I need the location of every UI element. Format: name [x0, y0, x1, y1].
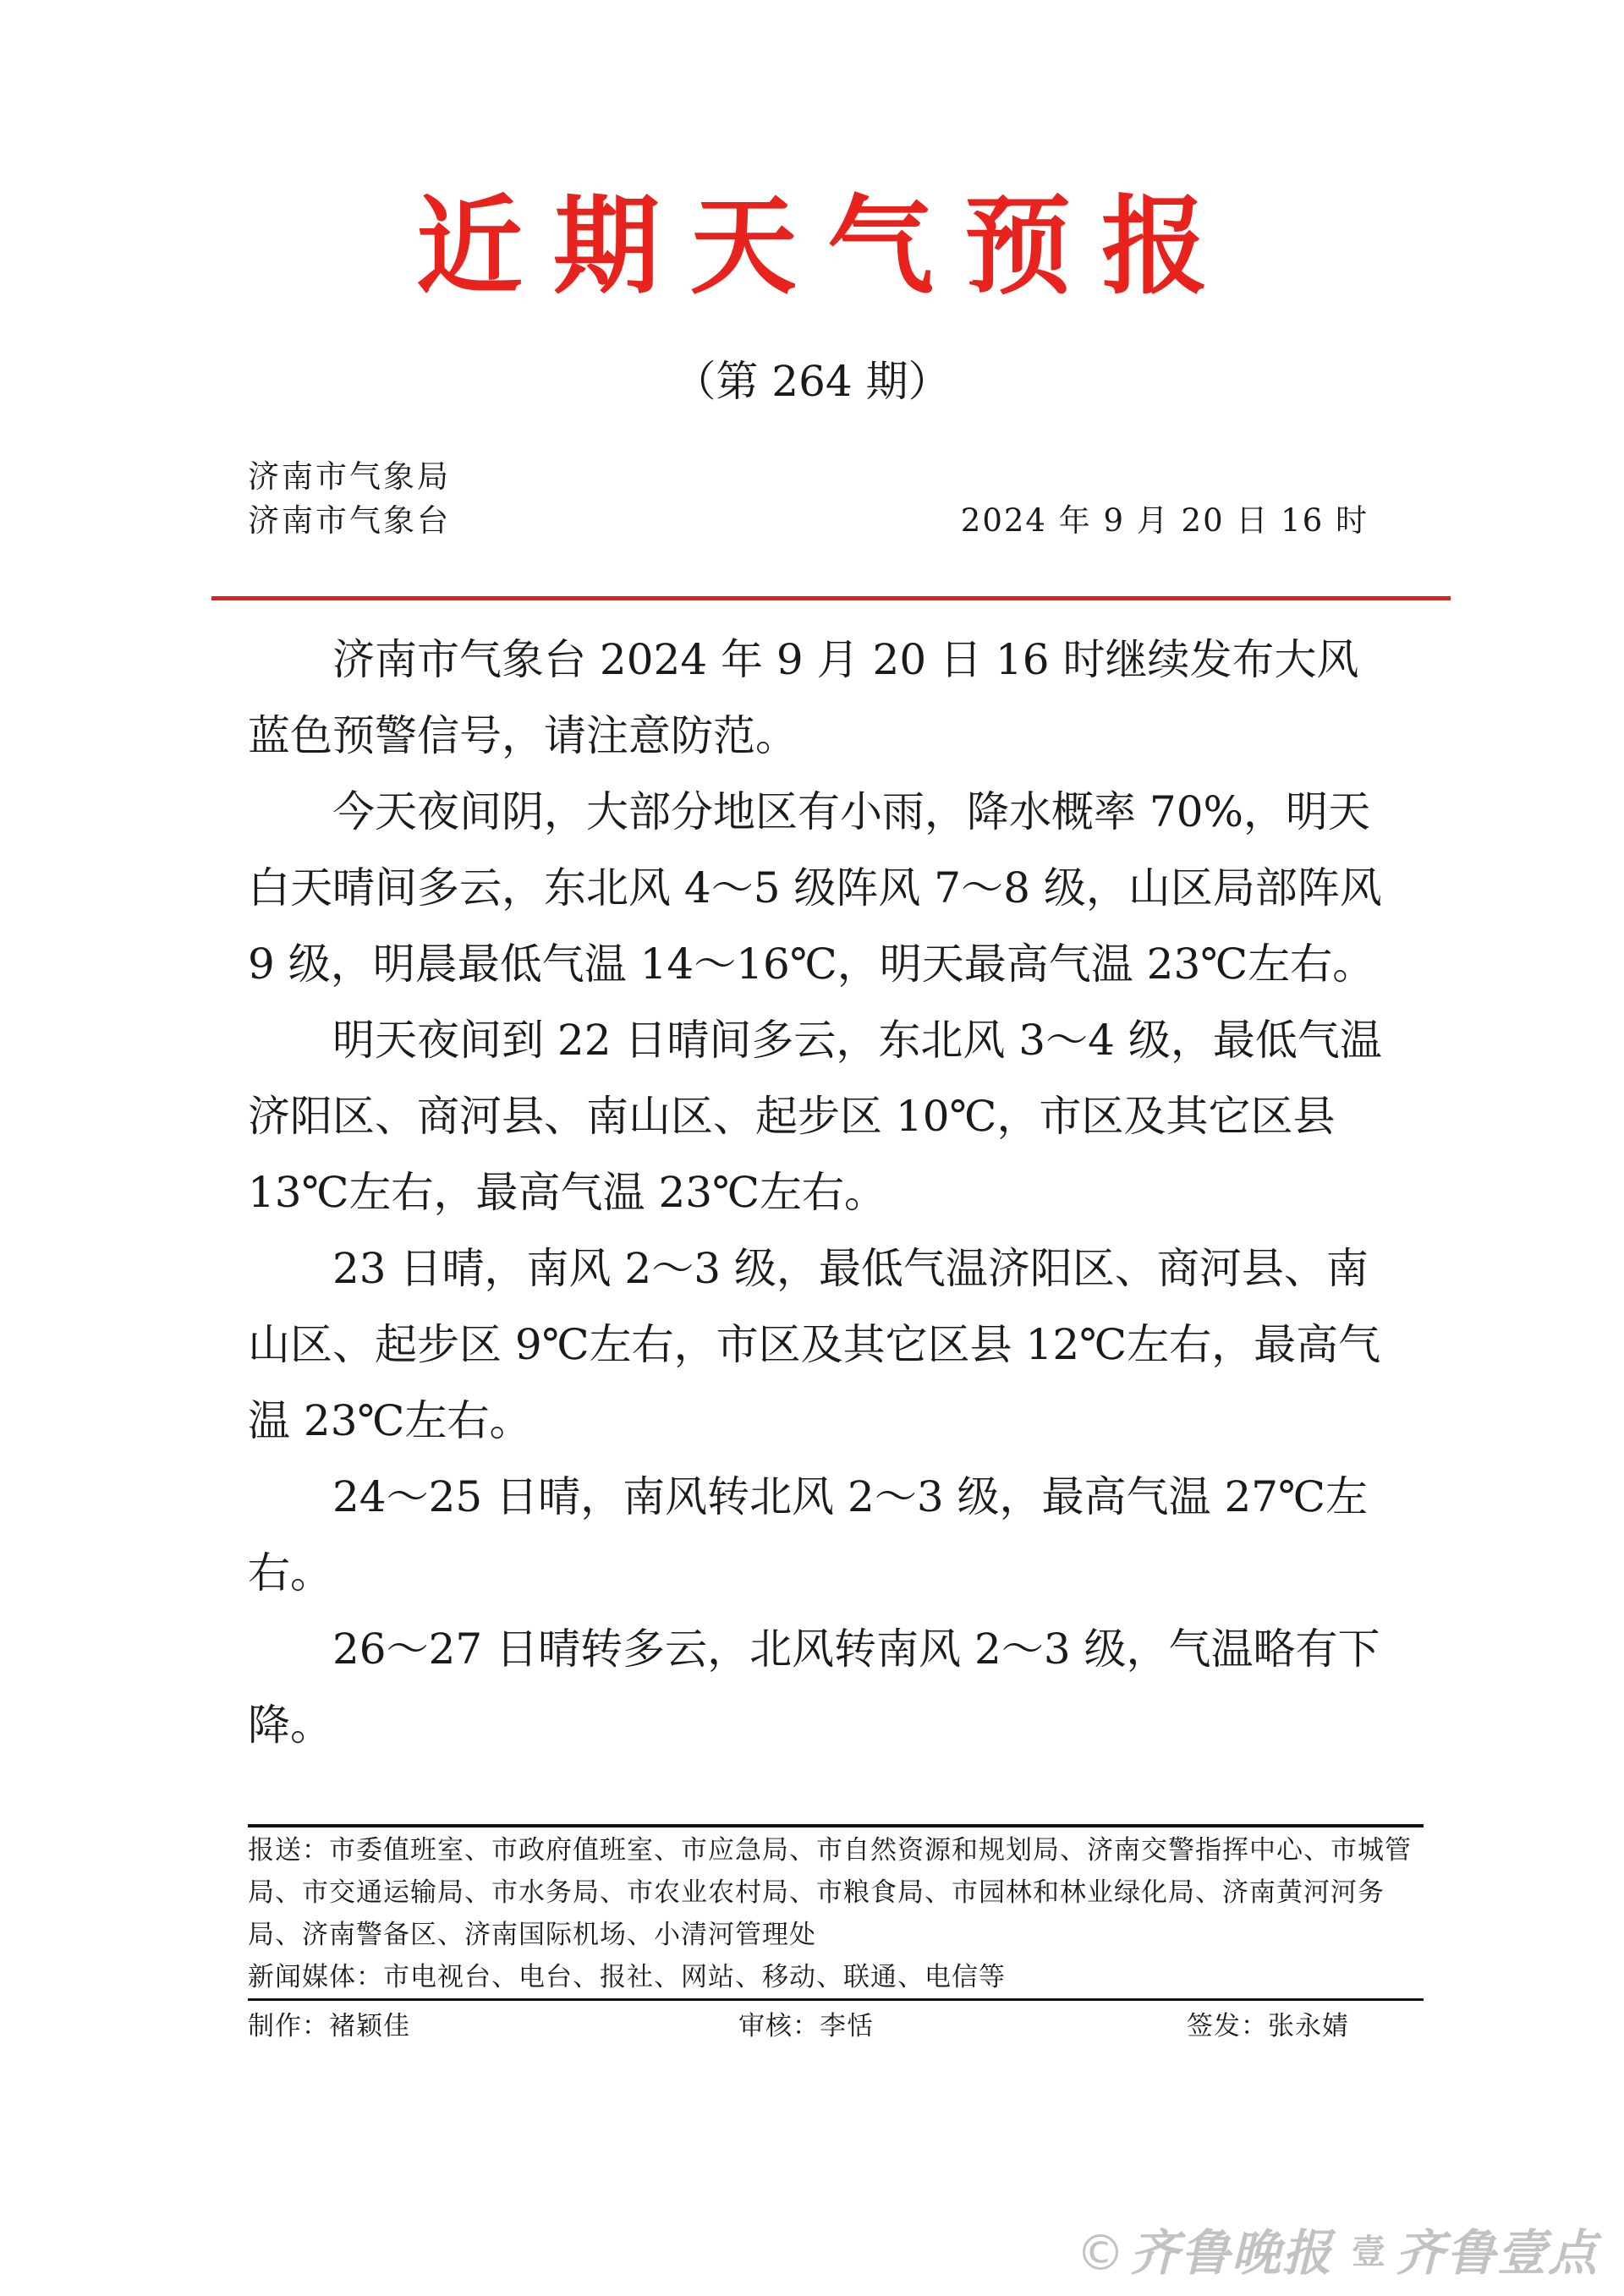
copyright-icon: © [1075, 2224, 1127, 2282]
forecast-paragraph-warning: 济南市气象台 2024 年 9 月 20 日 16 时继续发布大风蓝色预警信号，请注意防范。 [248, 635, 1359, 760]
forecast-paragraph-day-24-25: 24～25 日晴，南风转北风 2～3 级，最高气温 27℃左右。 [248, 1472, 1368, 1597]
distribution-footer [248, 1824, 1424, 2052]
newspaper-name: 齐鲁晚报 [1129, 2224, 1333, 2282]
publisher-watermark [1075, 2224, 1599, 2282]
app-logo-icon: 壹 [1351, 2233, 1387, 2271]
prepared-by: 制作：褚颖佳 [248, 2011, 410, 2041]
issuer-bureau: 济南市气象局 [248, 458, 451, 495]
distribution-recipients: 报送：市委值班室、市政府值班室、市应急局、市自然资源和规划局、济南交警指挥中心、市城管局、市交通运输局、市水务局、市农业农村局、市粮食局、市园林和林业绿化局、济南黄河河务局、济南警备区、济南国际机场、小清河管理处 [248, 1835, 1412, 1950]
issue-time: 2024 年 9 月 20 日 16 时 [960, 502, 1369, 539]
document-title: 近期天气预报 [416, 184, 1238, 309]
issuer-observatory: 济南市气象台 [248, 502, 451, 539]
forecast-paragraph-tonight-tomorrow: 今天夜间阴，大部分地区有小雨，降水概率 70%，明天白天晴间多云，东北风 4～5 级阵风 7～8 级，山区局部阵风 9 级，明晨最低气温 14～16℃，明天最高气温 23℃左右。 [248, 787, 1382, 989]
reviewed-by: 审核：李恬 [738, 2011, 874, 2041]
forecast-paragraph-day-22: 明天夜间到 22 日晴间多云，东北风 3～4 级，最低气温济阳区、商河县、南山区、起步区 10℃，市区及其它区县 13℃左右，最高气温 23℃左右。 [248, 1016, 1382, 1217]
red-header-divider [211, 596, 1451, 600]
forecast-paragraph-day-26-27: 26～27 日晴转多云，北风转南风 2～3 级，气温略有下降。 [248, 1625, 1380, 1750]
forecast-paragraph-day-23: 23 日晴，南风 2～3 级，最低气温济阳区、商河县、南山区、起步区 9℃左右，市区及其它区县 12℃左右，最高气温 23℃左右。 [248, 1244, 1381, 1445]
issue-number: （第 264 期） [673, 357, 951, 406]
app-name: 齐鲁壹点 [1395, 2224, 1599, 2282]
forecast-body [248, 622, 1390, 1763]
distribution-list [248, 1827, 1424, 1998]
signoff-row [248, 2001, 1424, 2052]
distribution-media: 新闻媒体：市电视台、电台、报社、网站、移动、联通、电信等 [248, 1962, 1006, 1992]
approved-by: 签发：张永婧 [1187, 2011, 1349, 2041]
